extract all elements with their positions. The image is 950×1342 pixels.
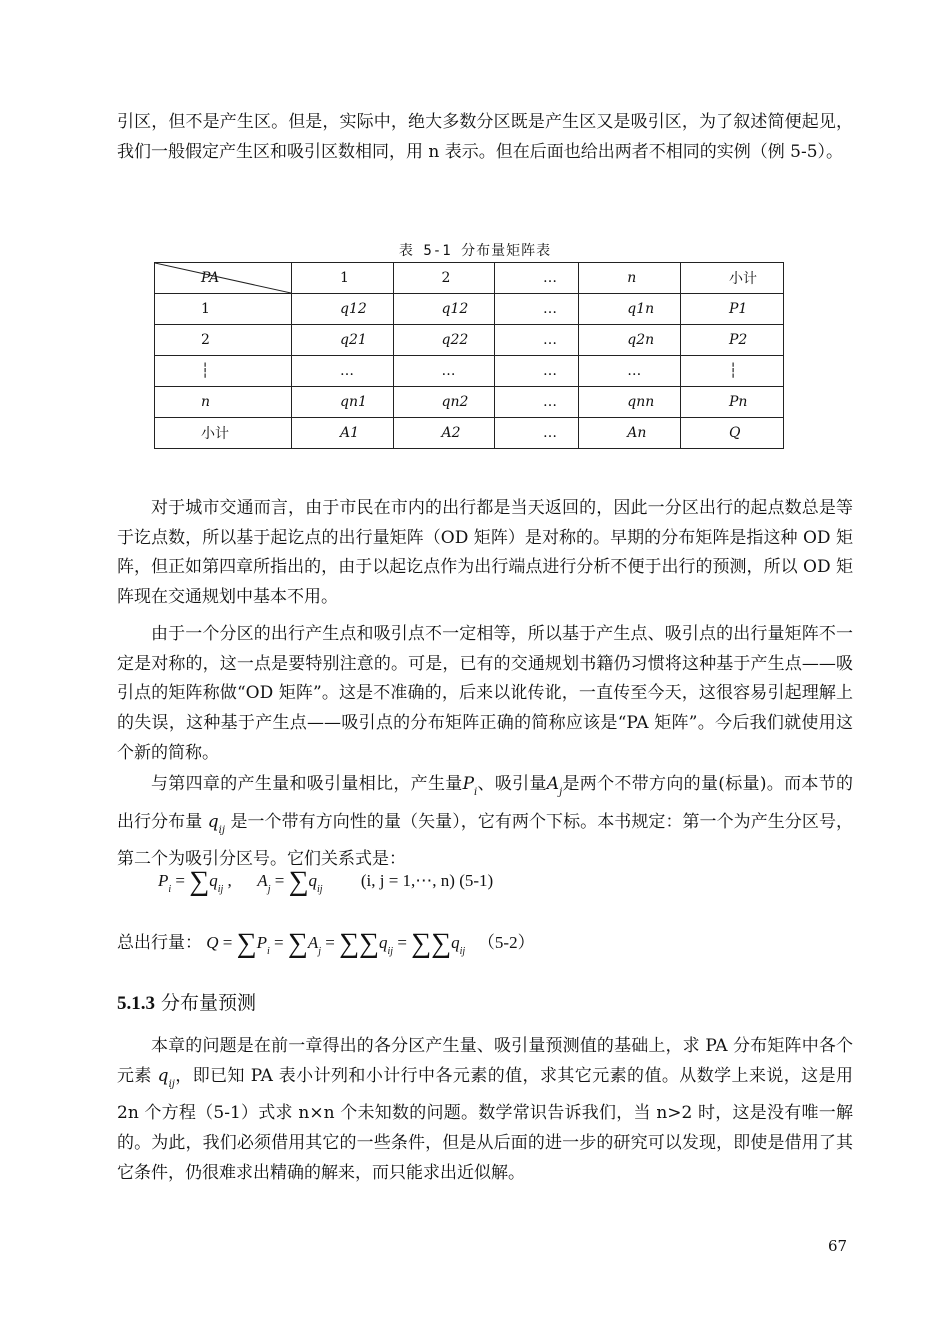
- paragraph-pa-matrix: 由于一个分区的出行产生点和吸引点不一定相等，所以基于产生点、吸引点的出行量矩阵不一定是对称的，这一点是要特别注意的。可是，已有的交通规划书籍仍习惯将这种基于产生点——吸引点的矩阵称做“OD 矩阵”。这是不准确的，后来以讹传讹，一直传至今天，这很容易引起理解上的失误，这种基于产生点——吸引点的分布矩阵正确的简称应该是“PA 矩阵”。今后我们就使用这个新的简称。: [117, 624, 853, 763]
- row-label: 1: [155, 294, 292, 325]
- header-pa: PA: [201, 270, 220, 286]
- text-segment: 、吸引量: [477, 774, 547, 794]
- header-cell: 1: [292, 263, 394, 294]
- text-segment: 是两个不带方向的量(标量)。而本节的出行分布量: [117, 774, 854, 832]
- equation-5-2: 总出行量： $Q = \sum P_i = \sum A_j = \sum\sum q_{ij} = \sum\sum q_{ij}$ （5-2）: [117, 928, 535, 959]
- cell: A2: [393, 418, 495, 449]
- paragraph-distribution-prediction: [117, 1032, 853, 1189]
- cell: Pn: [680, 387, 783, 418]
- equation-range: (i, j = 1,⋯, n): [360, 871, 455, 890]
- paragraph-vector-definition: [117, 770, 853, 875]
- section-title: 分布量预测: [161, 992, 257, 1014]
- symbol-q-ij: $q_{ij}$: [157, 1065, 175, 1090]
- symbol-q-ij: $q_{ij}$: [207, 811, 225, 836]
- cell: …: [495, 294, 579, 325]
- paragraph-intro: 引区，但不是产生区。但是，实际中，绝大多数分区既是产生区又是吸引区，为了叙述简便起见，我们一般假定产生区和吸引区数相同，用 n 表示。但在后面也给出两者不相同的实例（例 5-5）。: [117, 112, 853, 162]
- text-segment: 与第四章的产生量和吸引量相比，产生量: [151, 774, 463, 794]
- cell: P1: [680, 294, 783, 325]
- cell: q1n: [579, 294, 681, 325]
- text-segment: 是一个带有方向性的量（矢量），它有两个下标。本书规定：第一个为产生分区号，第二个为吸引分区号。它们关系式是：: [117, 811, 854, 870]
- cell: …: [495, 356, 579, 387]
- table-header-row: [155, 263, 784, 294]
- cell: …: [292, 356, 394, 387]
- cell: q22: [393, 325, 495, 356]
- cell: …: [495, 418, 579, 449]
- header-cell: 2: [393, 263, 495, 294]
- equation-label: (5-1): [459, 871, 494, 890]
- header-cell: …: [495, 263, 579, 294]
- section-number: 5.1.3: [117, 993, 155, 1014]
- paragraph-od-matrix: 对于城市交通而言，由于市民在市内的出行都是当天返回的，因此一分区出行的起点数总是等于讫点数，所以基于起讫点的出行量矩阵（OD 矩阵）是对称的。早期的分布矩阵是指这种 OD 矩阵，但正如第四章所指出的，由于以起讫点作为出行端点进行分析不便于出行的预测，所以 OD 矩阵现在交通规划中基本不用。: [117, 498, 853, 608]
- row-label: ┆: [155, 356, 292, 387]
- cell: …: [579, 356, 681, 387]
- table-caption: 表 5-1 分布量矩阵表: [398, 243, 552, 259]
- section-heading: [117, 988, 256, 1015]
- cell: q2n: [579, 325, 681, 356]
- cell: An: [579, 418, 681, 449]
- page-number: 67: [828, 1237, 848, 1255]
- cell: …: [495, 387, 579, 418]
- header-cell: 小计: [680, 263, 783, 294]
- row-label: 小计: [155, 418, 292, 449]
- row-label: 2: [155, 325, 292, 356]
- cell: qnn: [579, 387, 681, 418]
- cell: Q: [680, 418, 783, 449]
- equation-prefix: 总出行量：: [117, 933, 202, 952]
- text-segment: 本章的问题是在前一章得出的各分区产生量、吸引量预测值的基础上，求 PA 分布矩阵中各个元素: [117, 1036, 853, 1086]
- cell: q12: [393, 294, 495, 325]
- symbol-p-i: $P_i$: [462, 774, 478, 798]
- text-segment: ，即已知 PA 表小计列和小计行中各元素的值，求其它元素的值。从数学上来说，这是用 2n 个方程（5-1）式求 n×n 个未知数的问题。数学常识告诉我们，当 n>2 时，这是没有唯一解的。为此，我们必须借用其它的一些条件，但是从后面的进一步的研究可以发现，即使是借用了其它条件，仍很难求出精确的解来，而只能求出近似解。: [117, 1065, 854, 1183]
- symbol-a-j: $A_j$: [546, 774, 563, 798]
- equation-5-1: $P_i = \sum q_{ij}$ , $A_j = \sum q_{ij}$ (i, j = 1,⋯, n) (5-1): [158, 866, 494, 897]
- header-cell: n: [579, 263, 681, 294]
- cell: q12: [292, 294, 394, 325]
- cell: …: [393, 356, 495, 387]
- table-row: [155, 356, 784, 387]
- diagonal-line: [155, 263, 291, 293]
- row-label: n: [155, 387, 292, 418]
- table-row: [155, 418, 784, 449]
- cell: q21: [292, 325, 394, 356]
- table-row: [155, 294, 784, 325]
- cell: qn1: [292, 387, 394, 418]
- corner-cell: [155, 263, 292, 294]
- cell: ┆: [680, 356, 783, 387]
- cell: P2: [680, 325, 783, 356]
- cell: qn2: [393, 387, 495, 418]
- equation-label: （5-2）: [477, 933, 535, 952]
- cell: A1: [292, 418, 394, 449]
- table-row: [155, 387, 784, 418]
- cell: …: [495, 325, 579, 356]
- table-row: [155, 325, 784, 356]
- pa-matrix-table: [154, 262, 784, 449]
